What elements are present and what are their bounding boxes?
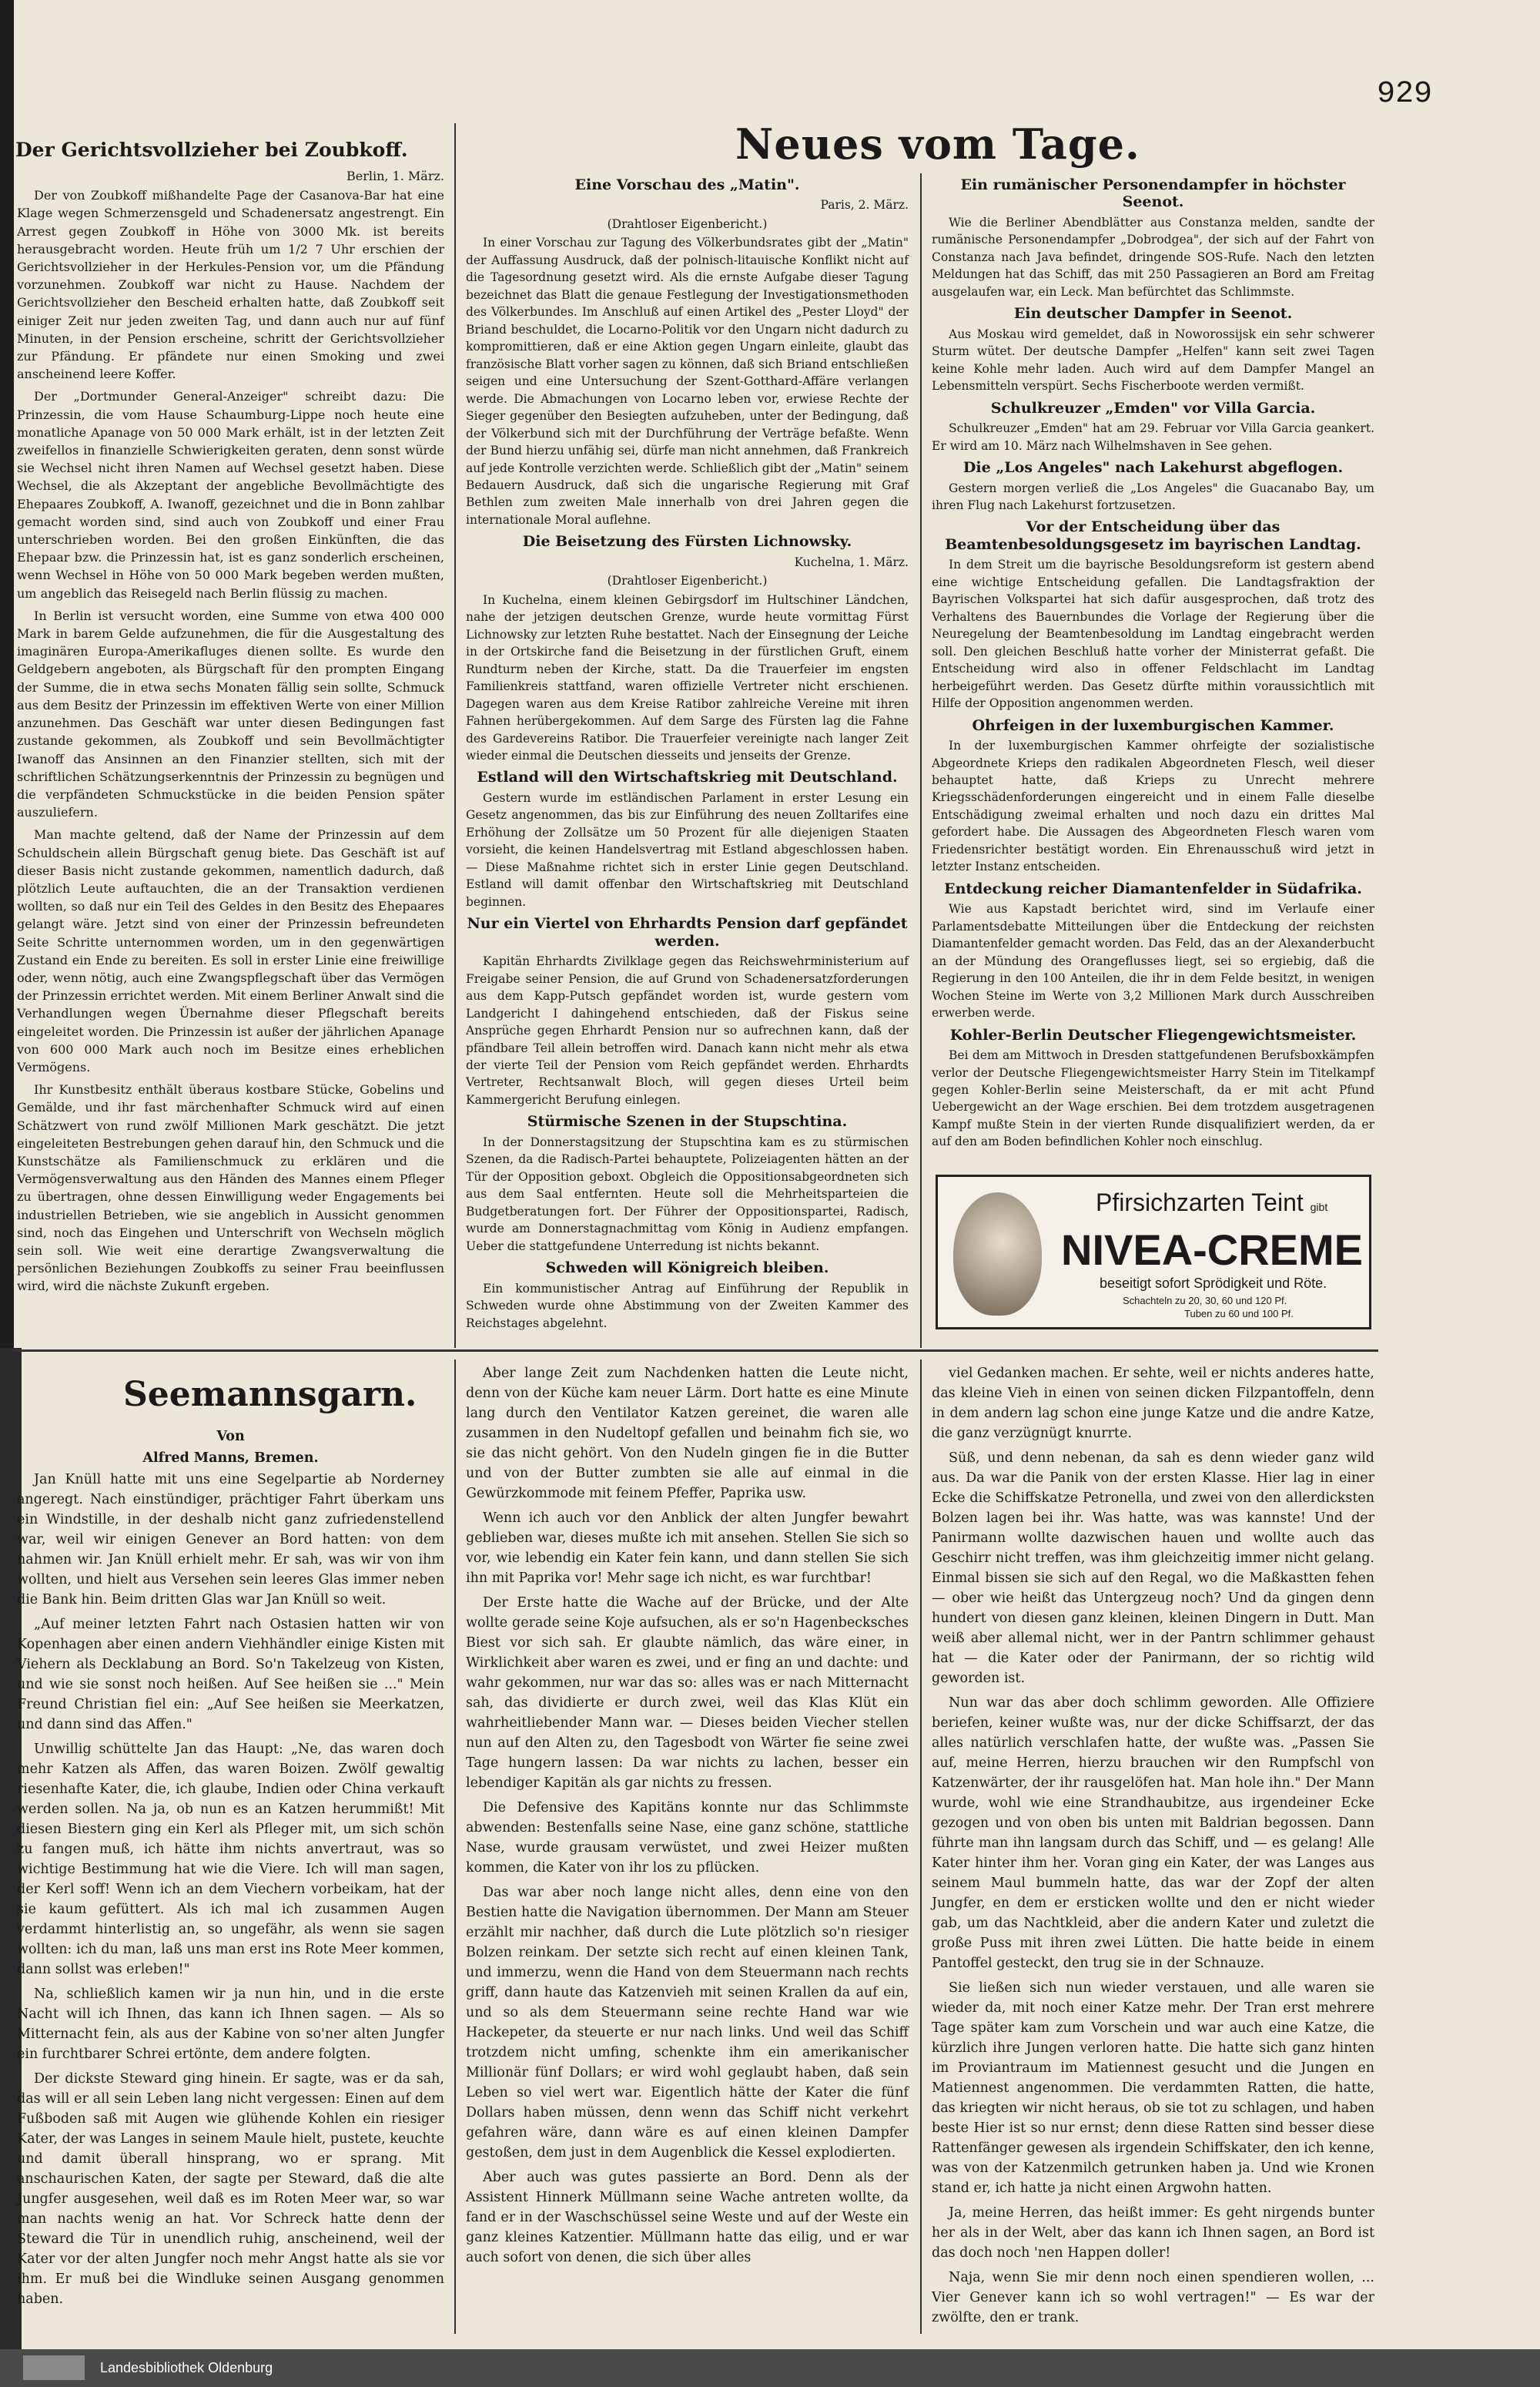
- story-paragraph: Na, schließlich kamen wir ja nun hin, und in die erste Nacht will ich Ihnen, das kann ich Ihnen sagen. — Als so Mitternacht fein, als aus der Kabine von so'ner alten Jungfer ein furchtbarer Schrei ertönte, dem andere folgten.: [17, 1986, 444, 2062]
- news-headline: Die Beisetzung des Fürsten Lichnowsky.: [522, 533, 852, 551]
- ad-claim: beseitigt sofort Sprödigkeit und Röte.: [1100, 1276, 1327, 1291]
- news-headline: Entdeckung reicher Diamantenfelder in Südafrika.: [944, 880, 1362, 897]
- dateline: Kuchelna, 1. März.: [794, 555, 909, 569]
- news-headline: Eine Vorschau des „Matin".: [574, 176, 800, 193]
- news-text: Wie aus Kapstadt berichtet wird, sind im Verlaufe einer Parlamentsdebatte Mitteilungen über die Entdeckung der reichsten Diamantenfelder gemacht worden. Das Feld, das an der Alexanderbucht an der Mündung des Orangeflusses liegt, sei so ergiebig, daß die Regierung in den 100 Anteilen, die ihr in dem Felde besitzt, in wenigen Wochen Steine im Werte von 3,2 Millionen Mark durch Ausschreiben erwerben werde.: [932, 902, 1374, 1021]
- page-number: 929: [1376, 77, 1432, 112]
- news-text: Aus Moskau wird gemeldet, daß in Noworossijsk ein sehr schwerer Sturm wütet. Der deutsche Dampfer „Helfen" kann seit zwei Tagen keine Kohle mehr laden. Auch wird auf dem Dampfer Mangel an Lebensmitteln verspürt. Sechs Fischerboote werden vermißt.: [932, 327, 1374, 394]
- story-title: Seemannsgarn.: [123, 1375, 417, 1414]
- paragraph: Der von Zoubkoff mißhandelte Page der Casanova-Bar hat eine Klage wegen Schmerzensgeld und Schadenersatz angestrengt. Ein Arrest gegen Zoubkoff in Höhe von 3000 Mk. ist bereits herausgebracht worden. Heute früh um 1/2 7 Uhr erschien der Gerichtsvollzieher in der Herkules-Pension vor, um die Pfändung vorzunehmen. Zoubkoff war nicht zu Hause. Nachdem der Gerichtsvollzieher den Bescheid erhalten hatte, daß Zoubkoff seit einiger Zeit nur jeden zweiten Tag, und dann auch nur auf fünf Minuten, in der Pension erscheine, schritt der Gerichtsvollzieher zur Pfändung. Er pfändete nur einen Smoking und zwei anscheinend leere Koffer.: [17, 188, 444, 382]
- story-paragraph: Jan Knüll hatte mit uns eine Segelpartie ab Norderney angeregt. Nach einstündiger, prächtiger Fahrt überkam uns ein Windstille, in der deshalb nicht ganz zufriedenstellend war, weil wir einigen Genever an Bord hatten: von dem nahmen wir. Jan Knüll erhielt mehr. Er sah, was wir von ihm wollten, und hielt aus Versehen sein leeres Glas immer neben die Bank hin. Beim dritten Glas war Jan Knüll so weit.: [17, 1472, 444, 1608]
- news-headline: Schweden will Königreich bleiben.: [545, 1259, 829, 1277]
- news-headline: Nur ein Viertel von Ehrhardts Pension darf gepfändet werden.: [467, 915, 908, 950]
- news-headline: Die „Los Angeles" nach Lakehurst abgeflogen.: [962, 459, 1344, 477]
- news-headline: Kohler-Berlin Deutscher Fliegengewichtsmeister.: [949, 1026, 1357, 1044]
- story-paragraph: Aber lange Zeit zum Nachdenken hatten die Leute nicht, denn von der Küche kam neuer Lärm. Dort hatte es eine Minute lang durch den Ventilator Katzen gereinet, die waren alle zusammen in den Nudeltopf gefallen und beinahm fich sie, wo sie das nicht gehört. Von den Nudeln gingen fie in die Butter und von der Butter zumbten sie alle auf einmal in die Gewürzkommode mit feinem Pfeffer, Paprika usw.: [466, 1366, 909, 1501]
- library-logo: [23, 2355, 85, 2380]
- article-column-1: [17, 166, 444, 1300]
- dateline: Paris, 2. März.: [820, 198, 909, 213]
- news-text: In einer Vorschau zur Tagung des Völkerbundsrates gibt der „Matin" der Auffassung Ausdruck, daß der polnisch-litauische Konflikt nicht auf die Tagesordnung gesetzt wird. Als die ernste Aufgabe dieser Tagung bezeichnet das Blatt die genaue Festlegung der Investigationsmethoden des Völkerbundes. Im Anschluß auf einen Artikel des „Pester Lloyd" der Briand beschuldet, die Locarno-Politik vor den Ungarn nicht dadurch zu kompromittieren, daß er eine Aktion gegen Ungarn einleite, glaubt das französische Blatt vorher sagen zu können, daß sich Briand entschließen seigen und eine Untersuchung der Szent-Gotthard-Affäre verlangen werde. Die Abmachungen von Locarno leben vor, erwiese Rechte der Sieger gegenüber den Besiegten aufzuheben, unter der Bedingung, daß der Völkerbund sich mit der Durchführung der Verträge befaßte. Wenn der Bund hierzu unfähig sei, dürfe man nicht annehmen, daß Frankreich auf jede Kontrolle verzichten werde. Schließlich gibt der „Matin" seinem Bedauern Ausdruck, daß sich die ungarische Regierung mit Graf Bethlen zum zweiten Male innerhalb von drei Jahren gegen die internationale Moral auflehne.: [466, 236, 909, 527]
- column-rule: [920, 173, 922, 1348]
- story-column-3: [932, 1363, 1374, 2332]
- ad-prices: Schachteln zu 20, 30, 60 und 120 Pf.: [1123, 1295, 1287, 1306]
- article-column-2: [466, 173, 909, 1336]
- column-rule: [454, 123, 456, 1348]
- story-column-1: [17, 1425, 444, 2314]
- story-paragraph: Das war aber noch lange nicht alles, denn eine von den Bestien hatte die Navigation übernommen. Der Mann am Steuer erzählt mir nachher, daß durch die Lute plötzlich so'n riesiger Bolzen reinkam. Der setzte sich recht auf einen kleinen Tank, und immerzu, wenn die Hand von dem Steuermann nach rechts griff, dann haute das Katzenvieh mit seinen Krallen da auf ein, und so als dem Steuermann seine rechte Hand war wie Hackepeter, da steuerte er nur nach links. Und weil das Schiff trotzdem nicht umfing, schenkte ihm ein amerikanischer Millionär fünf Dollars; er wird wohl geglaubt haben, daß sein Leben so viel wert war. Eigentlich hätte der Kater die fünf Dollars haben müssen, denn wenn das Schiff nicht verkehrt gefahren wäre, dann wäre es auf einen kleinen Dampfer gestoßen, dem just in dem Augenblick die Kessel explodierten.: [466, 1885, 909, 2161]
- news-text: Ein kommunistischer Antrag auf Einführung der Republik in Schweden wurde ohne Abstimmung von der Zweiten Kammer des Reichstages abgelehnt.: [466, 1281, 909, 1330]
- news-text: Gestern morgen verließ die „Los Angeles" die Guacanabo Bay, um ihren Flug nach Lakehurst fortzusetzen.: [932, 481, 1374, 512]
- story-author: Alfred Manns, Bremen.: [142, 1450, 319, 1466]
- news-headline: Ohrfeigen in der luxemburgischen Kammer.: [972, 716, 1334, 734]
- story-paragraph: Sie ließen sich nun wieder verstauen, und alle waren sie wieder da, mit noch einer Katze mehr. Der Tran erst mehrere Tage später kam zum Vorschein und war auch eine Katze, die kürzlich ihre Jungen verloren hatte. Die hatte sich ganz hinten im Proviantraum im Matiennest gesucht und die Jungen en Matiennest angenommen. Die verdammten Ratten, die hatte, das kriegten wir nicht heraus, ob sie tot zu schlagen, und haben beste Hier ist so nur ernst; denn diese Ratten sind besser diese Rattenfänger gewesen als irgendein Schiffskater, den ich kenne, was von der Katzenmilch getrunken haben ja. Und wie Kronen stand er, ich hatte ja nicht einen Argwohn hatten.: [932, 1980, 1374, 2196]
- story-paragraph: Unwillig schüttelte Jan das Haupt: „Ne, das waren doch mehr Katzen als Affen, das waren Boizen. Zwölf gewaltig riesenhafte Kater, die, ich glaube, Indien oder China verkauft werden sollen. Na ja, ob nun es an Katzen herummißt! Mit diesen Biestern ging ein Kerl als Pfleger mit, um sich schön zu fangen muß, ich hätte ihm nichts anvertraut, was so wichtige Bestimmung hat wie die Viere. Ich will man sagen, der Kerl soff! Wenn ich an dem Viechern vorbeikam, hat der sie kaum gefüttert. Als ich mal ich zusammen Augen verdammt hinterlistig an, so ungefähr, als wenn sie sagen wollten: ich du man, laß uns man erst ins Rote Meer kommen, dann sollst was erleben!": [17, 1742, 444, 1977]
- story-paragraph: Naja, wenn Sie mir denn noch einen spendieren wollen, ... Vier Genever kann ich so wohl vertragen!" — Es war der zwölfte, den er trank.: [932, 2270, 1374, 2325]
- library-footer: [0, 2349, 1540, 2387]
- article-column-3: [932, 173, 1374, 1155]
- news-text: In der Donnerstagsitzung der Stupschtina kam es zu stürmischen Szenen, da die Radisch-Partei behauptete, Polizeiagenten hätten an der Tür der Opposition geboxt. Obgleich die Oppositionsabgeordneten sich aus dem Saal entfernten. Heute soll die Mehrheitsparteien die Budgetberatungen fort. Der Führer der Oppositionspartei, Radisch, wurde am Donnerstagnachmittag vom König in Audienz empfangen. Ueber die stattgefundene Unterredung ist nichts bekannt.: [466, 1135, 909, 1253]
- story-paragraph: „Auf meiner letzten Fahrt nach Ostasien hatten wir von Kopenhagen aber einen andern Viehhändler einige Kisten mit Viehern als Decklabung an Bord. So'n Takelzeug von Kisten, und wie sie sonst noch heißen. Auf See heißen sie ..." Mein Freund Christian fiel ein: „Auf See heißen sie Meerkatzen, und dann sind das Affen.": [17, 1617, 444, 1732]
- news-source: (Drahtloser Eigenbericht.): [607, 574, 768, 588]
- story-paragraph: Aber auch was gutes passierte an Bord. Denn als der Assistent Hinnerk Müllmann seine Wache antreten wollte, da fand er in der Waschschüssel seine Weste und auf der Weste ein ganz kleines Katzentier. Müllmann hatte das eilig, und er war auch sofort von denen, die sich über alles: [466, 2170, 909, 2265]
- news-text: In der luxemburgischen Kammer ohrfeigte der sozialistische Abgeordnete Krieps den radikalen Abgeordneten Flesch, weil dieser behauptet hatte, daß Krieps zu Unrecht mehrere Kriegsschädenforderungen eingereicht und in einem Falle dieselbe Entschädigung zweimal erhalten und noch dazu ein drittes Mal gefordert habe. Die Aussagen des Abgeordneten Flesch waren vom Friedensrichter bestätigt worden. Ein Ehrenausschuß wird jetzt in letzter Instanz entscheiden.: [932, 739, 1374, 874]
- story-paragraph: viel Gedanken machen. Er sehte, weil er nichts anderes hatte, das kleine Vieh in einen von seinen dicken Filzpantoffeln, denn in dem andern lag schon eine junge Katze und die andre Katze, die ganz verzügnügt knurrte.: [932, 1366, 1374, 1441]
- column-rule: [454, 1359, 456, 2334]
- news-text: Wie die Berliner Abendblätter aus Constanza melden, sandte der rumänische Personendampfer „Dobrodgea", der sich auf der Fahrt von Constanza nach Java befindet, dringende SOS-Rufe. Nach den letzten Meldungen hat das Schiff, das mit 250 Passagieren an Bord am Freitag ausgelaufen war, ein Leck. Man befürchtet das Schlimmste.: [932, 215, 1374, 299]
- nivea-advertisement: [936, 1175, 1371, 1329]
- dateline: Berlin, 1. März.: [346, 169, 444, 183]
- story-paragraph: Süß, und denn nebenan, da sah es denn wieder ganz wild aus. Da war die Panik von der ersten Klasse. Hier lag in einer Ecke die Schiffskatze Petronella, und zwei von den allerdicksten Bolzen lagen bei ihr. Was hatte, was was kannste! Und der Panirmann wollte dazwischen hauen und wollte auch das Geschirr nicht treffen, was ihm gleichzeitig immer nicht gelang. Einmal bissen sie sich auf den Regal, wo die Maßkastten fehen — ober wie heißt das Untergzeug noch? Und da gingen denn hundert von diesen ganz kleinen, kleinen Dingern in Dutt. Man weiß aber allemal nicht, wer in der Pantrn schlimmer gehaust hat — die Kater oder der Panirmann, der so richtig wild geworden ist.: [932, 1450, 1374, 1686]
- news-headline: Stürmische Szenen in der Stupschtina.: [527, 1113, 848, 1131]
- story-by: Von: [216, 1429, 245, 1444]
- feuilleton-rule: [12, 1349, 1378, 1352]
- section-headline: Neues vom Tage.: [735, 119, 1140, 169]
- column-rule: [920, 1359, 922, 2334]
- story-paragraph: Die Defensive des Kapitäns konnte nur das Schlimmste abwenden: Bestenfalls seine Nase, eine ganz schöne, stattliche Nase, wurde grausam verwüstet, und zwei Heizer mußten kommen, die Kater von ihr los zu pflücken.: [466, 1800, 909, 1876]
- story-paragraph: Ja, meine Herren, das heißt immer: Es geht nirgends bunter her als in der Welt, aber das kann ich Ihnen sagen, an Bord ist das doch noch 'nen Happen doller!: [932, 2205, 1374, 2261]
- paragraph: Der „Dortmunder General-Anzeiger" schreibt dazu: Die Prinzessin, die vom Hause Schaumburg-Lippe noch heute eine monatliche Apanage von 50 000 Mark erhält, ist in der letzten Zeit zweifellos in finanzielle Schwierigkeiten geraten, denn sonst würde sie Wechsel nicht ihren Namen auf Wechsel gesetzt haben. Diese Wechsel, die als Akzeptant der angebliche Bevollmächtigte des Ehepaares Zoubkoff, A. Iwanoff, gezeichnet und die in Bonn zahlbar gemacht worden sind, sind auch von Zoubkoff und einer Frau unterschrieben worden. Bei den großen Einkünften, die das Ehepaar bzw. die Prinzessin hat, ist es ganz sonderlich erscheinen, wenn Wechsel in Höhe von 50 000 Mark begeben werden mußten, um angeblich das Reisegeld nach Berlin flüssig zu machen.: [17, 389, 444, 601]
- story-paragraph: Der Erste hatte die Wache auf der Brücke, und der Alte wollte gerade seine Koje aufsuchen, als er so'n Hagenbecksches Biest vor sich sah. Er glaubte nämlich, das wäre einer, in Wirklichkeit aber waren es zwei, und er fing an und dachte: und wahr gekommen, nur war das so: alles was er nach Mitternacht sah, das dividierte er durch zwei, weil das Klas Klüt ein wahrheitliebender Mann war. — Dieses beiden Viecher stellen nun auf den Alten zu, den Tagesbodt von Wärter fie seine zwei Tage hungern lassen: Da war nichts zu lachen, besser ein lebendiger Kapitän als gar nichts zu fressen.: [466, 1595, 909, 1791]
- story-column-2: [466, 1363, 909, 2272]
- news-headline: Schulkreuzer „Emden" vor Villa Garcia.: [990, 399, 1316, 417]
- library-name: Landesbibliothek Oldenburg: [100, 2360, 273, 2375]
- news-headline: Ein rumänischer Personendampfer in höchster Seenot.: [960, 176, 1346, 211]
- paragraph: Man machte geltend, daß der Name der Prinzessin auf dem Schuldschein allein Bürgschaft genug biete. Das Geschäft ist auf dieser Basis nicht zustande gekommen, namentlich dadurch, daß plötzlich Leute auftauchten, die an der Transaktion verdienen wollten, so daß nur ein Teil des Geldes in den Besitz des Ehepaares gelangt wäre. Jetzt sind von einer der Prinzessin befreundeten Seite Schritte unternommen worden, um in den gegenwärtigen Zustand ein Ende zu bereiten. Es soll in erster Linie eine freiwillige oder, wenn nötig, auch eine Zwangspflegschaft über das Vermögen der Prinzessin errichtet werden. Mit einem Berliner Anwalt sind die Verhandlungen wegen Übernahme dieser Pflegschaft bereits eingeleitet worden. Die Prinzessin ist außer der jährlichen Apanage von 600 000 Mark auch noch im Besitze eines erheblichen Vermögens.: [17, 827, 444, 1074]
- ad-prices-tubes: Tuben zu 60 und 100 Pf.: [1184, 1308, 1294, 1319]
- story-paragraph: Wenn ich auch vor den Anblick der alten Jungfer bewahrt geblieben war, dieses mußte ich mit ansehen. Stellen Sie sich so vor, wie lebendig ein Kater fein kann, und dann stellen Sie sich ihn mit Paprika vor! Mehr sage ich nicht, es war furchtbar!: [466, 1510, 909, 1586]
- woman-portrait-illustration: [953, 1192, 1042, 1316]
- news-headline: Estland will den Wirtschaftskrieg mit Deutschland.: [477, 769, 898, 786]
- news-text: Schulkreuzer „Emden" hat am 29. Februar vor Villa Garcia geankert. Er wird am 10. März nach Wilhelmshaven in See gehen.: [932, 421, 1374, 453]
- ad-brand: NIVEA-CREME: [1061, 1225, 1364, 1274]
- news-headline: Ein deutscher Dampfer in Seenot.: [1013, 305, 1293, 323]
- story-paragraph: Nun war das aber doch schlimm geworden. Alle Offiziere beriefen, keiner wußte was, nur der dicke Schiffsarzt, der das alles natürlich verschlafen hatte, der wußte was. „Passen Sie auf, meine Herren, hierzu brauchen wir den Rumpfschl von Katzenwärter, der ihr rausgelöfen hat. Man hole ihn." Der Mann wurde, wohl wie eine Strandhaubitze, aus irgendeiner Ecke gezogen und von oben bis unten mit Baldrian begossen. Dann führte man ihn langsam durch das Schiff, und — es gelang! Alle Kater hinter ihm her. Voran ging ein Kater, der was Langes aus seinem Maul bummeln hatte, das war der Zopf der alten Jungfer, en dem er ersticken wollte und den er nicht wieder gab, um das Nachtkleid, aber die andern Kater und zuletzt die große Puss mit ihren zwei Lütten. Die hatte beide in einem Pantoffel gesteckt, den trug sie in der Schnauze.: [932, 1695, 1374, 1971]
- news-text: In Kuchelna, einem kleinen Gebirgsdorf im Hultschiner Ländchen, nahe der jetzigen deutschen Grenze, wurde heute vormittag Fürst Lichnowsky zur letzten Ruhe bestattet. Nach der Einsegnung der Leiche in der Ortskirche fand die Beisetzung in der fürstlichen Gruft, einem Rundturm neben der Kirche, statt. Da die Trauerfeier im engsten Familienkreis stattfand, waren offizielle Vertreter nicht erschienen. Dagegen waren aus dem Kreise Ratibor zahlreiche Vereine mit ihren Fahnen herübergekommen. Auf dem Sarge des Fürsten lag die Fahne des Gardevereins Ratibor. Die Trauerfeier vereinigte nach langer Zeit wieder einmal die Deutschen diesseits und jenseits der Grenze.: [466, 592, 909, 763]
- news-text: Bei dem am Mittwoch in Dresden stattgefundenen Berufsboxkämpfen verlor der Deutsche Fliegengewichtsmeister Harry Stein im Titelkampf gegen Kohler-Berlin seine Meisterschaft, da er mit acht Pfund Uebergewicht an der Wage erschien. Bei dem trotzdem ausgetragenen Kampf mußte Stein in der vierten Runde disqualifiziert werden, da er auf den am Boden befindlichen Kohler noch einschlug.: [932, 1048, 1374, 1149]
- news-text: Gestern wurde im estländischen Parlament in erster Lesung ein Gesetz angenommen, das bis zur Einführung des neuen Zolltarifes eine Erhöhung der Zollsätze um 50 Prozent für alle diejenigen Staaten vorsieht, die keinen Handelsvertrag mit Estland abgeschlossen haben. — Diese Maßnahme richtet sich in erster Linie gegen Deutschland. Estland will damit offenbar den Wirtschaftskrieg mit Deutschland beginnen.: [466, 790, 909, 909]
- news-text: In dem Streit um die bayrische Besoldungsreform ist gestern abend eine wichtige Entscheidung gefallen. Die Landtagsfraktion der Bayrischen Volkspartei hat sich dafür ausgesprochen, daß trotz des Verhaltens des Bauernbundes die Vorlage der Regierung über die Neuregelung der Beamtenbesoldung im Landtag eingebracht werden soll. Den gleichen Beschluß hatte vorher der Ministerrat gefaßt. Die Entscheidung wird also in offener Feldschlacht im Landtag herbeigeführt werden. Das Gesetz dürfte mithin voraussichtlich mit Hilfe der Opposition angenommen werden.: [932, 558, 1374, 711]
- paragraph: Ihr Kunstbesitz enthält überaus kostbare Stücke, Gobelins und Gemälde, und ihr fast märchenhafter Schmuck wird auf einen Schätzwert von rund zwölf Millionen Mark geschätzt. Die jetzt eingeleiteten Bestrebungen gehen darauf hin, den Schmuck und die Kunstschätze als Familienschmuck zu erklären und die Vermögensverwaltung aus den Händen des Mannes einem Pfleger zu übertragen, ohne dessen Einwilligung weder Engagements bei industriellen Betrieben, wie sie angeblich in Aussicht genommen sind, noch das Eingehen und Unterschrift von Wechseln möglich sein soll. Wie weit eine derartige Zwangsverwaltung die persönlichen Beziehungen Zoubkoffs zu seiner Frau beeinflussen wird, wird die nächste Zukunft ergeben.: [17, 1082, 444, 1294]
- news-source: (Drahtloser Eigenbericht.): [607, 216, 768, 231]
- paragraph: In Berlin ist versucht worden, eine Summe von etwa 400 000 Mark in barem Gelde aufzunehmen, die für die Ausgestaltung des imaginären Europa-Amerikafluges dienen sollte. Es wurde den Geldgebern angeboten, als Bürgschaft für den prompten Eingang der Summe, die in etwa sechs Monaten fällig sein sollte, Schmuck aus dem Besitz der Prinzessin im effektiven Werte von einer Million anzunehmen. Das Geschäft war unter diesen Bedingungen fast zustande gekommen, als Zoubkoff und sein Bevollmächtigter Iwanoff das Ansinnen an den Finanzier stellten, sich mit der schriftlichen Schätzungserkenntnis der Prinzessin zu begnügen und die verpfändeten Schmuckstücke in die beiden Pension später auszuliefern.: [17, 608, 444, 820]
- news-headline: Vor der Entscheidung über das Beamtenbesoldungsgesetz im bayrischen Landtag.: [945, 518, 1361, 553]
- news-text: Kapitän Ehrhardts Zivilklage gegen das Reichswehrministerium auf Freigabe seiner Pension, die auf Grund von Schadenersatzforderungen aus dem Kapp-Putsch gepfändet worden ist, wurde gestern vom Landgericht I dahingehend entschieden, daß der Fiskus seine Ansprüche gegen Ehrhardt Pension nur so aufrechnen kann, daß der pfändbare Teil allein betroffen wird. Danach kann nicht mehr als etwa der vierte Teil der Pension vom Reich gepfändet werden. Ehrhardts Vertreter, Rechtsanwalt Bloch, will gegen dieses Urteil beim Kammergericht Berufung einlegen.: [466, 954, 909, 1107]
- article-title-gerichtsvollzieher: Der Gerichtsvollzieher bei Zoubkoff.: [15, 139, 408, 161]
- story-paragraph: Der dickste Steward ging hinein. Er sagte, was er da sah, das will er all sein Leben lang nicht vergessen: Einen auf dem Fußboden saß mit Augen wie glühende Kohlen ein riesiger Kater, der was Langes in seinem Maule hielt, pustete, keuchte und damit überall hinsprang, wo er sprang. Mit anschaurischen Katen, der sagte per Steward, daß die alte Jungfer ausgesehen, weil daß es im Roten Meer war, so war man nachts wenig an hat. Vor Schreck hatte denn der Steward die Tür in unendlich ruhig, anscheinend, weil der Kater vor der alten Jungfer noch mehr Angst hatte als sie vor ihm. Er muß bei die Windluke seinen Ausgang genommen haben.: [17, 2071, 444, 2307]
- ad-tagline: Pfirsichzarten Teint gibt: [1096, 1188, 1328, 1216]
